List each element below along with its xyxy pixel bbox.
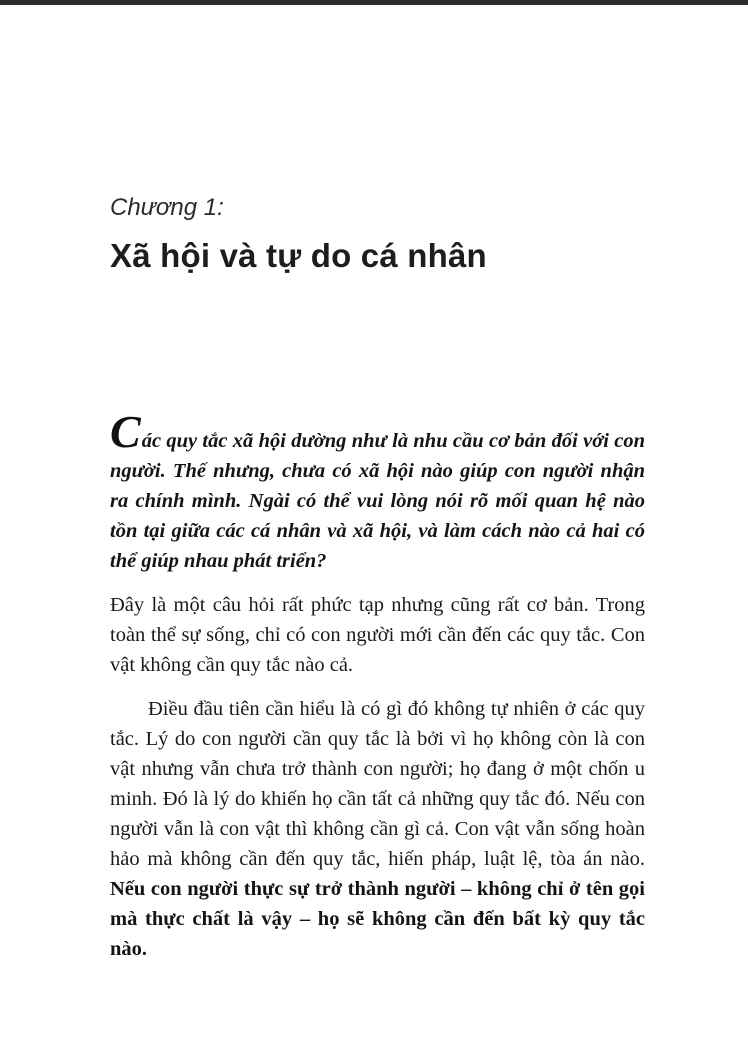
top-edge-bar	[0, 0, 748, 5]
opening-quote-paragraph	[110, 406, 645, 576]
chapter-title: Xã hội và tự do cá nhân	[110, 237, 487, 274]
body-paragraph-2-normal: Điều đầu tiên cần hiểu là có gì đó không tự nhiên ở các quy tắc. Lý do con người cần quy tắc là bởi vì họ không còn là con vật nhưng vẫn chưa trở thành con người; họ đang ở một chốn u minh. Đó là lý do khiến họ cần tất cả những quy tắc đó. Nếu con người vẫn là con vật thì không cần gì cả. Con vật vẫn sống hoàn hảo mà không cần đến quy tắc, hiến pháp, luật lệ, tòa án nào.	[110, 698, 645, 870]
body-paragraph-1: Đây là một câu hỏi rất phức tạp nhưng cũng rất cơ bản. Trong toàn thể sự sống, chỉ có con người mới cần đến các quy tắc. Con vật không cần quy tắc nào cả.	[110, 594, 645, 676]
page-content	[0, 193, 748, 964]
opening-quote-text: ác quy tắc xã hội dường như là nhu cầu cơ bản đối với con người. Thế nhưng, chưa có xã hội nào giúp con người nhận ra chính mình. Ngài có thể vui lòng nói rõ mối quan hệ nào tồn tại giữa các cá nhân và xã hội, và làm cách nào cả hai có thể giúp nhau phát triển?	[110, 430, 645, 572]
chapter-label: Chương 1:	[110, 194, 224, 221]
drop-cap: C	[110, 406, 141, 457]
body-paragraph-2	[110, 694, 645, 964]
body-paragraph-2-bold-emphasis: Nếu con người thực sự trở thành người – không chỉ ở tên gọi mà thực chất là vậy – họ sẽ không cần đến bất kỳ quy tắc nào.	[110, 878, 645, 960]
